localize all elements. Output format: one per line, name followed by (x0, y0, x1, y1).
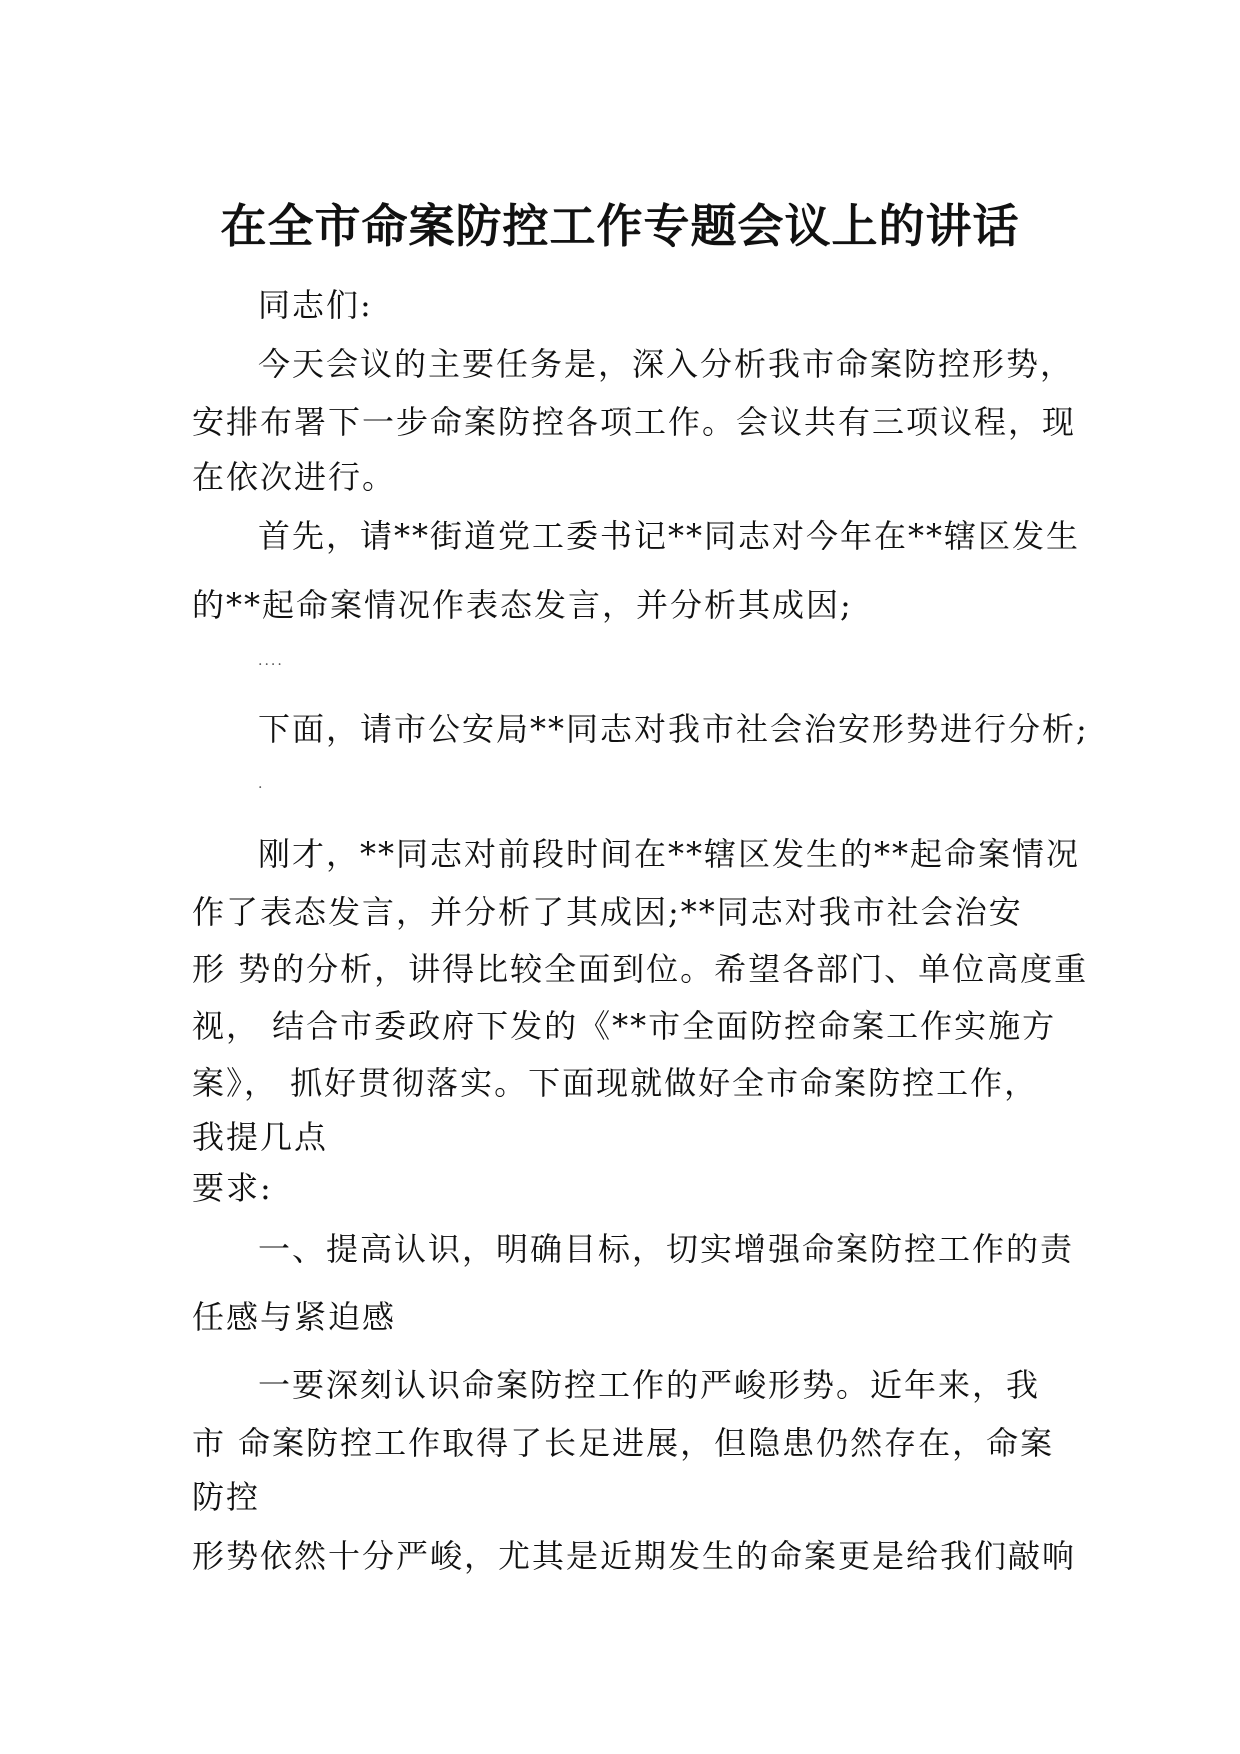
paragraph-line: 一要深刻认识命案防控工作的严峻形势。近年来，我 (258, 1366, 1041, 1404)
paragraph-line: 形势依然十分严峻，尤其是近期发生的命案更是给我们敲响 (192, 1537, 1077, 1575)
paragraph-line: 我提几点 (192, 1118, 329, 1156)
paragraph-line: 案》， 抓好贯彻落实。下面现就做好全市命案防控工作， (192, 1064, 1039, 1102)
paragraph-line: 形 势的分析，讲得比较全面到位。希望各部门、单位高度重 (192, 950, 1089, 988)
salutation: 同志们: (258, 286, 373, 324)
paragraph-line: 刚才，**同志对前段时间在**辖区发生的**起命案情况 (258, 835, 1081, 873)
dot-mark: . (258, 776, 265, 792)
section-heading-continuation: 任感与紧迫感 (192, 1298, 397, 1336)
paragraph-line: 市 命案防控工作取得了长足进展，但隐患仍然存在，命案 (192, 1424, 1055, 1462)
paragraph-line: 安排布署下一步命案防控各项工作。会议共有三项议程，现 (192, 403, 1077, 441)
paragraph-line: 在依次进行。 (192, 458, 397, 496)
paragraph-line: 的**起命案情况作表态发言，并分析其成因; (192, 586, 853, 624)
paragraph-line: 今天会议的主要任务是，深入分析我市命案防控形势， (258, 345, 1075, 383)
section-heading: 一、提高认识，明确目标，切实增强命案防控工作的责 (258, 1230, 1075, 1268)
paragraph-line: 首先，请**街道党工委书记**同志对今年在**辖区发生 (258, 517, 1081, 555)
paragraph-line: 下面，请市公安局**同志对我市社会治安形势进行分析; (258, 710, 1089, 748)
paragraph-line: 防控 (192, 1478, 261, 1516)
paragraph-line: 作了表态发言，并分析了其成因;**同志对我市社会治安 (192, 893, 1023, 931)
paragraph-line: 要求: (192, 1169, 273, 1207)
paragraph-line: 视， 结合市委政府下发的《**市全面防控命案工作实施方 (192, 1007, 1057, 1045)
document-title: 在全市命案防控工作专题会议上的讲话 (220, 199, 1020, 253)
ellipsis-mark: .... (258, 653, 284, 669)
